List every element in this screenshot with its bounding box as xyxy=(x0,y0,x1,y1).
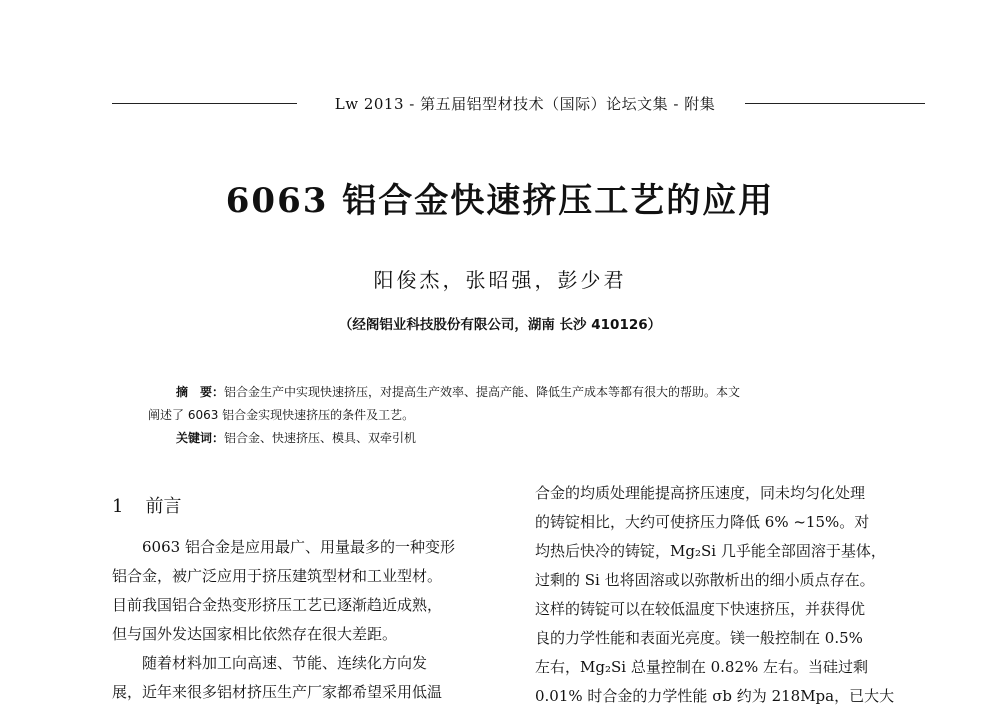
body-line: 随着材料加工向高速、节能、连续化方向发 xyxy=(142,654,428,672)
body-line: 均热后快冷的铸锭，Mg₂Si 几乎能全部固溶于基体， xyxy=(535,542,886,560)
header-rule-right xyxy=(745,103,925,104)
body-line: 的铸锭相比，大约可使挤压力降低 6% ~15%。对 xyxy=(535,513,870,531)
running-header: Lw 2013 - 第五届铝型材技术（国际）论坛文集 - 附集 xyxy=(334,95,716,113)
right-column xyxy=(535,479,929,711)
body-line: 6063 铝合金是应用最广、用量最多的一种变形 xyxy=(142,538,455,556)
body-line: 左右，Mg₂Si 总量控制在 0.82% 左右。当硅过剩 xyxy=(535,658,869,676)
body-line: 0.01% 时合金的力学性能 σb 约为 218Mpa，已大大 xyxy=(535,687,895,705)
keywords-line xyxy=(148,427,893,450)
abstract-label: 摘 要： xyxy=(176,385,225,399)
section-title: 前言 xyxy=(145,496,182,517)
body-line: 良的力学性能和表面光亮度。镁一般控制在 0.5% xyxy=(535,629,863,647)
authors: 阳俊杰，张昭强，彭少君 xyxy=(373,268,627,292)
body-line: 铝合金，被广泛应用于挤压建筑型材和工业型材。 xyxy=(112,567,443,585)
body-line: 目前我国铝合金热变形挤压工艺已逐渐趋近成熟， xyxy=(112,596,443,614)
header-rule-left xyxy=(112,103,297,104)
paper-title: 6063 铝合金快速挤压工艺的应用 xyxy=(225,181,775,221)
body-line: 这样的铸锭可以在较低温度下快速挤压，并获得优 xyxy=(535,600,866,618)
abstract-line-1 xyxy=(148,381,893,404)
left-column xyxy=(112,533,504,707)
abstract-line-2: 阐述了 6063 铝合金实现快速挤压的条件及工艺。 xyxy=(148,408,415,422)
section-heading xyxy=(112,492,181,518)
affiliation: （经阁铝业科技股份有限公司，湖南 长沙 410126） xyxy=(338,317,662,333)
body-line: 展，近年来很多铝材挤压生产厂家都希望采用低温 xyxy=(112,683,443,701)
body-line: 但与国外发达国家相比依然存在很大差距。 xyxy=(112,625,398,643)
abstract xyxy=(148,381,893,450)
body-line: 合金的均质处理能提高挤压速度，同未均匀化处理 xyxy=(535,484,866,502)
keywords-text: 铝合金、快速挤压、模具、双牵引机 xyxy=(224,431,417,445)
body-line: 过剩的 Si 也将固溶或以弥散析出的细小质点存在。 xyxy=(535,571,875,589)
keywords-label: 关键词： xyxy=(176,431,225,445)
section-number: 1 xyxy=(112,496,124,517)
abstract-text-1: 铝合金生产中实现快速挤压，对提高生产效率、提高产能、降低生产成本等都有很大的帮助。本文 xyxy=(224,385,741,399)
